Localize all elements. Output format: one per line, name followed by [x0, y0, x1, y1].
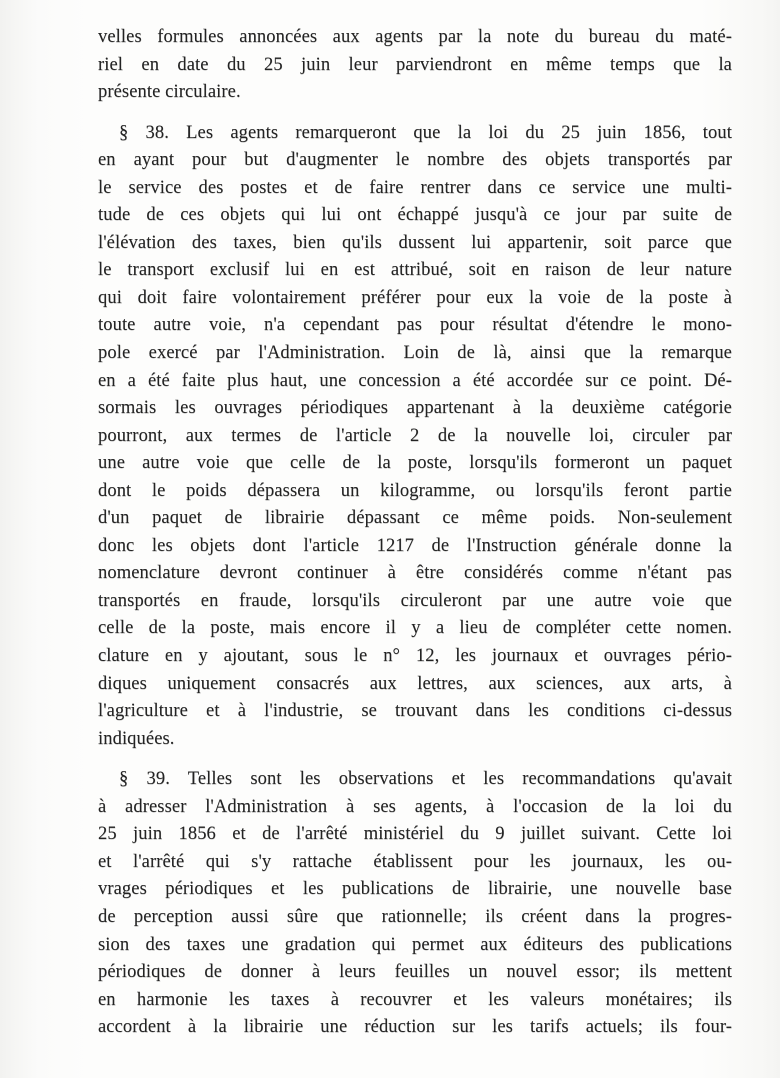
text-line: sion des taxes une gradation qui permet aux éditeurs des publications [98, 934, 732, 955]
text-line: celle de la poste, mais encore il y a lieu de compléter cette nomen. [98, 618, 732, 639]
text-line: d'un paquet de librairie dépassant ce même poids. Non-seulement [98, 508, 732, 529]
text-line: une autre voie que celle de la poste, lorsqu'ils formeront un paquet [98, 453, 732, 474]
text-line: 25 juin 1856 et de l'arrêté ministériel du 9 juillet suivant. Cette loi [98, 824, 732, 845]
text-line: vrages périodiques et les publications de librairie, une nouvelle base [98, 879, 732, 900]
text-line: donc les objets dont l'article 1217 de l'Instruction générale donne la [98, 535, 732, 556]
text-line: dont le poids dépassera un kilogramme, ou lorsqu'ils feront partie [98, 480, 732, 501]
text-line: de perception aussi sûre que rationnelle; ils créent dans la progres- [98, 906, 732, 927]
text-line: clature en y ajoutant, sous le n° 12, les journaux et ouvrages pério- [98, 646, 732, 667]
text-line: le service des postes et de faire rentrer dans ce service une multi- [98, 177, 732, 198]
text-line: en harmonie les taxes à recouvrer et les valeurs monétaires; ils [98, 989, 732, 1010]
text-line: présente circulaire. [98, 82, 241, 103]
text-line: riel en date du 25 juin leur parviendront en même temps que la [98, 54, 732, 75]
text-line: en a été faite plus haut, une concession a été accordée sur ce point. Dé- [98, 370, 732, 391]
text-line: à adresser l'Administration à ses agents, à l'occasion de la loi du [98, 796, 732, 817]
text-line: périodiques de donner à leurs feuilles un nouvel essor; ils mettent [98, 962, 732, 983]
page-text-block [98, 24, 732, 1042]
text-line: qui doit faire volontairement préférer pour eux la voie de la poste à [98, 287, 732, 308]
paragraph-continuation [98, 24, 732, 107]
text-line: l'agriculture et à l'industrie, se trouvant dans les conditions ci-dessus [98, 701, 732, 722]
text-line: nomenclature devront continuer à être considérés comme n'étant pas [98, 563, 732, 584]
text-line: diques uniquement consacrés aux lettres, aux sciences, aux arts, à [98, 673, 732, 694]
text-line: transportés en fraude, lorsqu'ils circuleront par une autre voie que [98, 590, 732, 611]
text-line: accordent à la librairie une réduction sur les tarifs actuels; ils four- [98, 1017, 732, 1038]
text-line: et l'arrêté qui s'y rattache établissent pour les journaux, les ou- [98, 851, 732, 872]
text-line: en ayant pour but d'augmenter le nombre des objets transportés par [98, 150, 732, 171]
text-line: pole exercé par l'Administration. Loin de là, ainsi que la remarque [98, 343, 732, 364]
text-line: toute autre voie, n'a cependant pas pour résultat d'étendre le mono- [98, 315, 732, 336]
text-line: velles formules annoncées aux agents par la note du bureau du maté- [98, 27, 732, 47]
paragraph-section-39 [98, 766, 732, 1041]
text-line: tude de ces objets qui lui ont échappé jusqu'à ce jour par suite de [98, 205, 732, 226]
text-line: § 38. Les agents remarqueront que la loi du 25 juin 1856, tout [119, 122, 732, 143]
text-line: l'élévation des taxes, bien qu'ils dussent lui appartenir, soit parce que [98, 232, 732, 253]
text-line: sormais les ouvrages périodiques appartenant à la deuxième catégorie [98, 398, 732, 419]
text-line: § 39. Telles sont les observations et les recommandations qu'avait [119, 769, 732, 790]
text-line: pourront, aux termes de l'article 2 de la nouvelle loi, circuler par [98, 425, 732, 446]
text-line: le transport exclusif lui en est attribué, soit en raison de leur nature [98, 260, 732, 281]
paragraph-section-38 [98, 120, 732, 754]
text-line: indiquées. [98, 728, 175, 749]
